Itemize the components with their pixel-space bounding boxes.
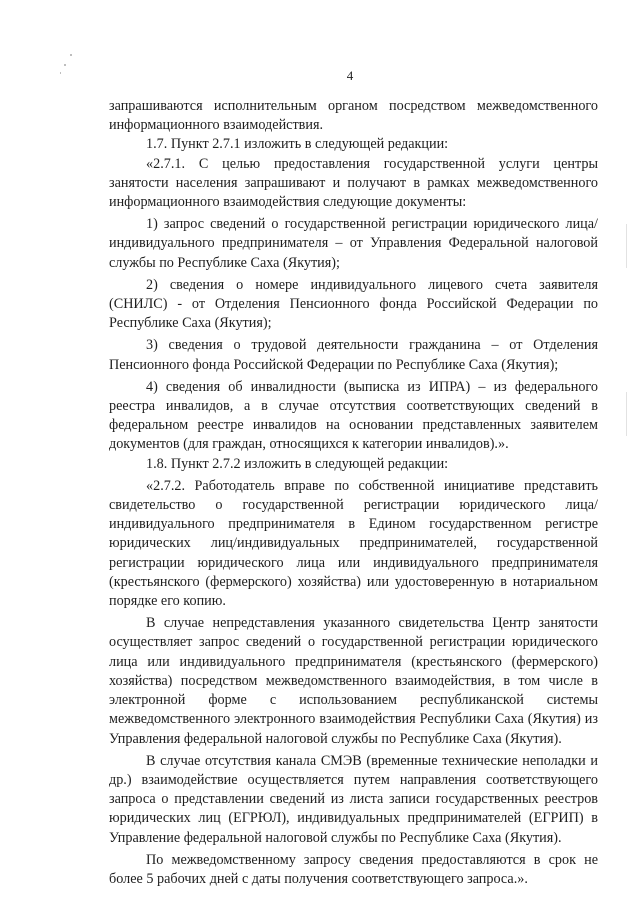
paragraph: запрашиваются исполнительным органом посредством межведомственного информационного взаимодействия. <box>109 98 598 134</box>
scan-artifact <box>60 72 61 74</box>
scan-artifact <box>626 392 627 436</box>
scan-artifact <box>64 64 66 66</box>
page-number: 4 <box>346 68 354 83</box>
scan-artifact <box>626 224 627 268</box>
paragraph: В случае непредставления указанного свидетельства Центр занятости осуществляет запрос сведений о государственной регистрации юридического лица или индивидуального предпринимателя (крестьянского (фермерского) хозяйства) посредством межведомственного взаимодействия, в том числе в электронной форме с использованием республиканской системы межведомственного электронного взаимодействия Республики Саха (Якутия) из Управления федеральной налоговой службы по Республике Саха (Якутия). <box>109 615 598 747</box>
paragraph: 1.7. Пункт 2.7.1 изложить в следующей редакции: <box>146 136 449 153</box>
paragraph: В случае отсутствия канала СМЭВ (временные технические неполадки и др.) взаимодействие осуществляется путем направления соответствующего запроса о представлении сведений из листа записи государственных реестров юридических лиц (ЕГРЮЛ), индивидуальных предпринимателей (ЕГРИП) в Управление федеральной налоговой службы по Республике Саха (Якутия). <box>109 752 598 846</box>
scan-artifact <box>70 54 72 56</box>
paragraph: 1.8. Пункт 2.7.2 изложить в следующей редакции: <box>146 455 449 472</box>
paragraph: 2) сведения о номере индивидуального лицевого счета заявителя (СНИЛС) - от Отделения Пенсионного фонда Российской Федерации по Республике Саха (Якутия); <box>109 276 598 332</box>
paragraph: 4) сведения об инвалидности (выписка из ИПРА) – из федерального реестра инвалидов, а в случае отсутствия соответствующих сведений в федеральном реестре инвалидов на основании представленных заявителем документов (для граждан, относящихся к категории инвалидов).». <box>109 378 598 453</box>
paragraph: «2.7.2. Работодатель вправе по собственной инициативе представить свидетельство о государственной регистрации юридического лица/индивидуального предпринимателя в Едином государственном регистре юридических лиц/индивидуальных предпринимателей, государственной регистрации юридического лица или индивидуального предпринимателя (крестьянского (фермерского) хозяйства) или удостоверенную в нотариальном порядке его копию. <box>109 477 598 610</box>
document-body <box>109 97 598 889</box>
paragraph: 3) сведения о трудовой деятельности гражданина – от Отделения Пенсионного фонда Российской Федерации по Республике Саха (Якутия); <box>109 337 598 373</box>
paragraph: 1) запрос сведений о государственной регистрации юридического лица/индивидуального предпринимателя – от Управления Федеральной налоговой службы по Республике Саха (Якутия); <box>109 216 598 271</box>
paragraph: По межведомственному запросу сведения предоставляются в срок не более 5 рабочих дней с даты получения соответствующего запроса.». <box>109 851 598 887</box>
paragraph: «2.7.1. С целью предоставления государственной услуги центры занятости населения запрашивают и получают в рамках межведомственного информационного взаимодействия следующие документы: <box>109 155 598 211</box>
